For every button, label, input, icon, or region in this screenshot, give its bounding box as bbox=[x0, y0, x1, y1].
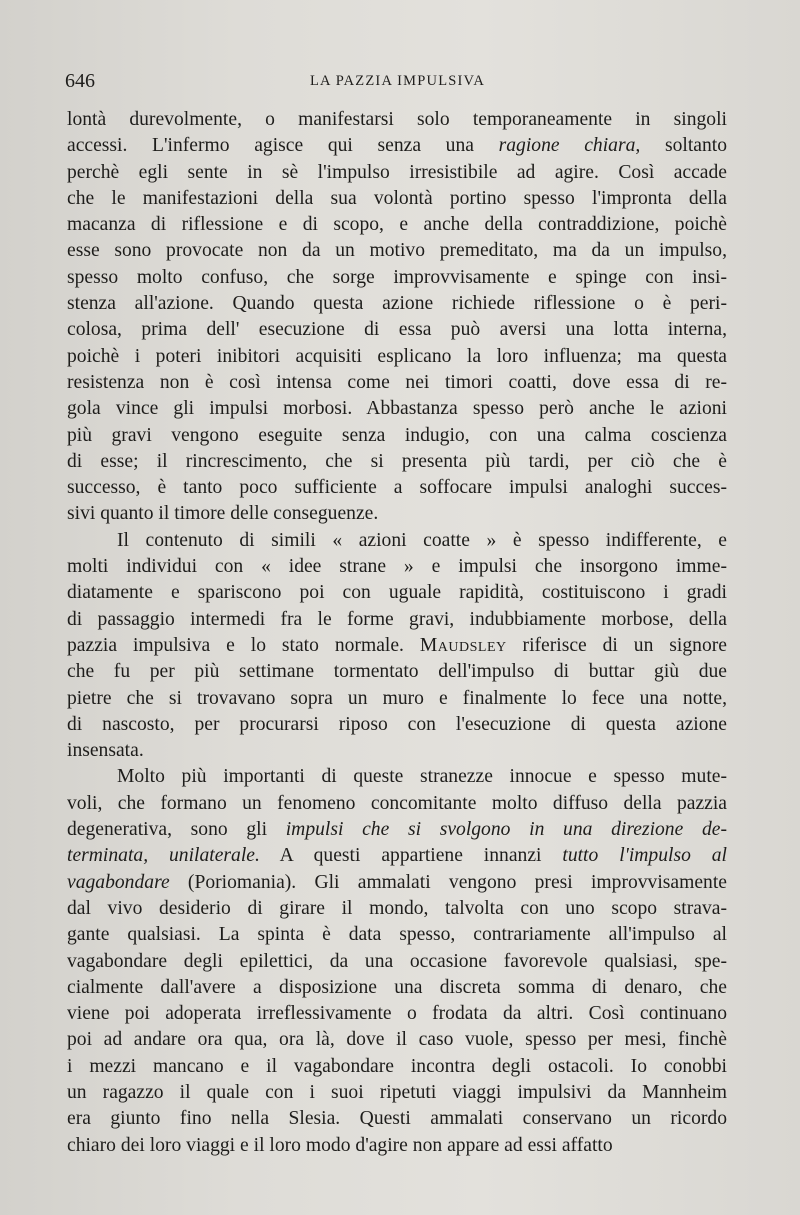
text-line bbox=[67, 659, 727, 685]
text-line bbox=[67, 449, 727, 475]
text-span: impulsi che si svolgono in una direzione de- bbox=[285, 819, 727, 841]
text-span: poi ad andare ora qua, ora là, dove il caso vuole, spesso per mesi, finchè bbox=[67, 1029, 727, 1051]
text-span: resistenza non è così intensa come nei timori coatti, dove essa di re- bbox=[67, 371, 727, 393]
text-line bbox=[67, 1106, 727, 1132]
text-span: che fu per più settimane tormentato dell'impulso di buttar giù due bbox=[67, 661, 727, 683]
paragraph bbox=[67, 764, 727, 1158]
text-line bbox=[67, 186, 727, 212]
text-span: diatamente e spariscono poi con uguale rapidità, costituiscono i gradi bbox=[67, 582, 727, 604]
text-span: accessi. L'infermo agisce qui senza una bbox=[67, 135, 499, 157]
text-span: riferisce di un signore bbox=[506, 634, 727, 656]
text-line bbox=[67, 238, 727, 264]
text-line bbox=[67, 501, 727, 527]
text-line bbox=[67, 1080, 727, 1106]
text-span: esse sono provocate non da un motivo premeditato, ma da un impulso, bbox=[67, 240, 727, 262]
text-line bbox=[67, 133, 727, 159]
text-line bbox=[67, 528, 727, 554]
text-line bbox=[67, 870, 727, 896]
text-line bbox=[67, 975, 727, 1001]
text-line bbox=[67, 1001, 727, 1027]
text-line bbox=[67, 423, 727, 449]
text-line bbox=[67, 1054, 727, 1080]
paragraph bbox=[67, 107, 727, 528]
text-line bbox=[67, 791, 727, 817]
text-line bbox=[67, 160, 727, 186]
text-span: spesso molto confuso, che sorge improvvisamente e spinge con insi- bbox=[67, 266, 727, 288]
text-span: più gravi vengono eseguite senza indugio, con una calma coscienza bbox=[67, 424, 727, 446]
text-line bbox=[67, 265, 727, 291]
text-span: macanza di riflessione e di scopo, e anche della contraddizione, poichè bbox=[67, 214, 727, 236]
text-span: terminata, unilaterale. bbox=[67, 845, 260, 867]
text-span: dal vivo desiderio di girare il mondo, talvolta con uno scopo strava- bbox=[67, 897, 727, 919]
text-line bbox=[67, 607, 727, 633]
text-span: pazzia impulsiva e lo stato normale. bbox=[67, 634, 420, 656]
text-span: sivi quanto il timore delle conseguenze. bbox=[67, 503, 379, 525]
text-line bbox=[67, 107, 727, 133]
text-line bbox=[67, 1133, 727, 1159]
text-line bbox=[67, 344, 727, 370]
text-line bbox=[67, 896, 727, 922]
text-span: successo, è tanto poco sufficiente a soffocare impulsi analoghi succes- bbox=[67, 477, 727, 499]
text-span: degenerativa, sono gli bbox=[67, 819, 286, 841]
text-span: ragione chiara, bbox=[498, 135, 641, 157]
text-line bbox=[67, 1027, 727, 1053]
text-span: molti individui con « idee strane » e impulsi che insorgono imme- bbox=[67, 556, 727, 578]
text-line bbox=[67, 317, 727, 343]
text-line bbox=[67, 686, 727, 712]
text-span: viene poi adoperata irreflessivamente o frodata da altri. Così continuano bbox=[67, 1003, 727, 1025]
text-line bbox=[67, 291, 727, 317]
text-span: poichè i poteri inibitori acquisiti esplicano la loro influenza; ma questa bbox=[67, 345, 727, 367]
text-line bbox=[67, 817, 727, 843]
body-text bbox=[67, 107, 727, 1159]
text-span: cialmente dall'avere a disposizione una discreta somma di denaro, che bbox=[67, 976, 727, 998]
text-span: stenza all'azione. Quando questa azione richiede riflessione o è peri- bbox=[67, 293, 727, 315]
text-span: (Poriomania). Gli ammalati vengono presi improvvisamente bbox=[169, 871, 727, 893]
text-line bbox=[67, 554, 727, 580]
text-span: lontà durevolmente, o manifestarsi solo temporaneamente in singoli bbox=[67, 109, 727, 130]
text-span: gante qualsiasi. La spinta è data spesso, contrariamente all'impulso al bbox=[67, 924, 727, 946]
text-line bbox=[67, 712, 727, 738]
text-span: tutto l'impulso al bbox=[562, 845, 728, 867]
text-span: colosa, prima dell' esecuzione di essa può aversi una lotta interna, bbox=[67, 319, 727, 341]
text-span: soltanto bbox=[640, 135, 727, 157]
text-line bbox=[67, 843, 727, 869]
page-header bbox=[65, 70, 730, 98]
running-title: LA PAZZIA IMPULSIVA bbox=[309, 73, 486, 89]
text-line bbox=[67, 738, 727, 764]
paragraph bbox=[67, 528, 727, 765]
text-line bbox=[67, 949, 727, 975]
text-span: gola vince gli impulsi morbosi. Abbastanza spesso però anche le azioni bbox=[67, 398, 727, 420]
text-span: i mezzi mancano e il vagabondare incontra degli ostacoli. Io conobbi bbox=[67, 1055, 727, 1077]
text-span: era giunto fino nella Slesia. Questi ammalati conservano un ricordo bbox=[67, 1108, 727, 1130]
text-span: vagabondare degli epilettici, da una occasione favorevole qualsiasi, spe- bbox=[67, 950, 727, 972]
text-line bbox=[67, 212, 727, 238]
text-span: voli, che formano un fenomeno concomitante molto diffuso della pazzia bbox=[67, 792, 727, 814]
text-span: vagabondare bbox=[67, 871, 170, 893]
text-span: di esse; il rincrescimento, che si presenta più tardi, per ciò che è bbox=[67, 450, 727, 472]
text-span: insensata. bbox=[67, 740, 144, 762]
text-line bbox=[67, 922, 727, 948]
text-span: pietre che si trovavano sopra un muro e finalmente lo fece una notte, bbox=[67, 687, 727, 709]
text-line bbox=[67, 370, 727, 396]
text-span: A questi appartiene innanzi bbox=[259, 845, 563, 867]
text-span: Il contenuto di simili « azioni coatte » è spesso indifferente, e bbox=[117, 529, 727, 551]
text-span: Maudsley bbox=[419, 634, 507, 656]
text-span: un ragazzo il quale con i suoi ripetuti viaggi impulsivi da Mannheim bbox=[67, 1081, 727, 1103]
text-span: di passaggio intermedi fra le forme gravi, indubbiamente morbose, della bbox=[67, 608, 727, 630]
text-span: che le manifestazioni della sua volontà portino spesso l'impronta della bbox=[67, 187, 727, 209]
text-span: perchè egli sente in sè l'impulso irresistibile ad agire. Così accade bbox=[67, 161, 727, 183]
text-line bbox=[67, 764, 727, 790]
page-number: 646 bbox=[65, 70, 95, 92]
text-line bbox=[67, 580, 727, 606]
text-line bbox=[67, 475, 727, 501]
text-span: di nascosto, per procurarsi riposo con l'esecuzione di questa azione bbox=[67, 713, 727, 735]
text-line bbox=[67, 633, 727, 659]
text-span: Molto più importanti di queste stranezze innocue e spesso mute- bbox=[117, 766, 727, 788]
text-line bbox=[67, 396, 727, 422]
text-span: chiaro dei loro viaggi e il loro modo d'agire non appare ad essi affatto bbox=[67, 1134, 613, 1156]
